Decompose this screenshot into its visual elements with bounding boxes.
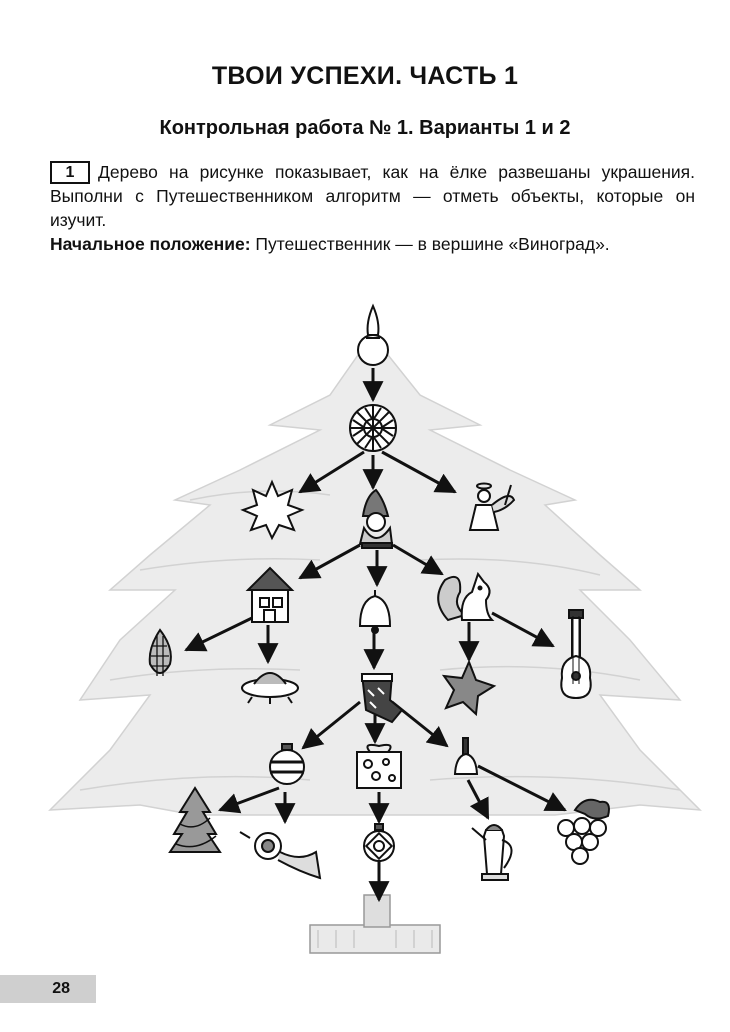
task-block <box>50 160 695 256</box>
page-number: 28 <box>0 975 96 1003</box>
gift-box-icon <box>357 745 401 788</box>
initial-position-text: Путешественник — в вершине «Виноград». <box>255 234 610 254</box>
decorated-tree-diagram <box>0 290 730 970</box>
page-title: ТВОИ УСПЕХИ. ЧАСТЬ 1 <box>211 62 519 90</box>
task-text: Дерево на рисунке показывает, как на ёлке развешаны украшения. Выполни с Путешественником алгоритм — отметь объекты, которые он изучит. <box>50 162 695 230</box>
french-horn-icon <box>240 832 320 878</box>
pendant-ornament-icon <box>364 824 394 861</box>
coffee-pot-icon <box>472 825 512 880</box>
snowflake-icon <box>350 405 396 451</box>
tree-stand <box>310 895 440 953</box>
section-subtitle: Контрольная работа № 1. Варианты 1 и 2 <box>159 117 571 139</box>
tree-topper-icon <box>358 306 388 365</box>
initial-position-label: Начальное положение: <box>50 234 251 254</box>
task-number-box: 1 <box>50 161 90 184</box>
